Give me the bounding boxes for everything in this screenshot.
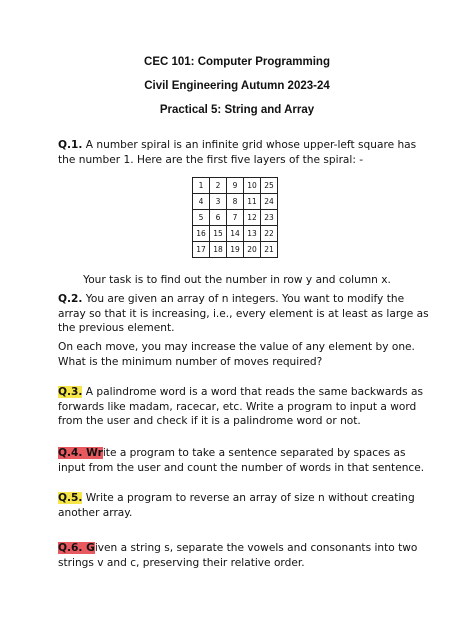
course-title: CEC 101: Computer Programming	[144, 56, 330, 68]
spiral-cell: 8	[227, 194, 244, 210]
spiral-cell: 2	[210, 178, 227, 194]
spiral-row	[193, 178, 278, 194]
spiral-cell: 10	[244, 178, 261, 194]
spiral-cell: 20	[244, 242, 261, 258]
spiral-cell: 13	[244, 226, 261, 242]
spiral-cell: 16	[193, 226, 210, 242]
question-1	[58, 138, 430, 167]
question-5	[58, 491, 430, 520]
spiral-cell: 23	[261, 210, 278, 226]
spiral-row	[193, 194, 278, 210]
question-3	[58, 385, 430, 429]
question-1-label: Q.1.	[58, 139, 83, 151]
question-3-text: A palindrome word is a word that reads the same backwards as forwards like madam, racecar, etc. Write a program to input a word from the user and check if it is a palindrome word or not.	[58, 386, 423, 427]
question-3-label: Q.3.	[58, 386, 83, 398]
spiral-cell: 12	[244, 210, 261, 226]
question-4	[58, 446, 430, 475]
spiral-cell: 9	[227, 178, 244, 194]
question-2-label: Q.2.	[58, 293, 83, 305]
question-4-label: Q.4. Wr	[58, 447, 103, 459]
spiral-cell: 21	[261, 242, 278, 258]
spiral-cell: 6	[210, 210, 227, 226]
practical-title: Practical 5: String and Array	[159, 104, 315, 116]
spiral-cell: 19	[227, 242, 244, 258]
spiral-cell: 11	[244, 194, 261, 210]
spiral-cell: 1	[193, 178, 210, 194]
spiral-cell: 18	[210, 242, 227, 258]
spiral-cell: 17	[193, 242, 210, 258]
question-4-text: ite a program to take a sentence separated by spaces as input from the user and count the number of words in that sentence.	[58, 447, 425, 474]
department-title: Civil Engineering Autumn 2023-24	[144, 80, 330, 92]
spiral-cell: 5	[193, 210, 210, 226]
question-5-text: Write a program to reverse an array of size n without creating another array.	[58, 492, 415, 519]
spiral-row	[193, 242, 278, 258]
question-2	[58, 292, 430, 336]
spiral-cell: 15	[210, 226, 227, 242]
spiral-cell: 24	[261, 194, 278, 210]
question-5-label: Q.5.	[58, 492, 83, 504]
number-spiral-grid	[192, 177, 278, 258]
spiral-row	[193, 226, 278, 242]
question-6-text: iven a string s, separate the vowels and consonants into two strings v and c, preserving their relative order.	[58, 542, 418, 569]
spiral-cell: 4	[193, 194, 210, 210]
spiral-cell: 3	[210, 194, 227, 210]
spiral-cell: 22	[261, 226, 278, 242]
question-6	[58, 541, 430, 570]
question-1-task: Your task is to find out the number in row y and column x.	[83, 274, 391, 286]
question-6-label: Q.6. G	[58, 542, 95, 554]
spiral-cell: 25	[261, 178, 278, 194]
question-1-text: A number spiral is an infinite grid whose upper-left square has the number 1. Here are the first five layers of the spiral: -	[58, 139, 417, 166]
spiral-cell: 14	[227, 226, 244, 242]
spiral-cell: 7	[227, 210, 244, 226]
spiral-row	[193, 210, 278, 226]
question-2-followup: On each move, you may increase the value of any element by one. What is the minimum number of moves required?	[58, 341, 415, 368]
question-2-text: You are given an array of n integers. You want to modify the array so that it is increasing, i.e., every element is at least as large as the previous element.	[58, 293, 429, 334]
